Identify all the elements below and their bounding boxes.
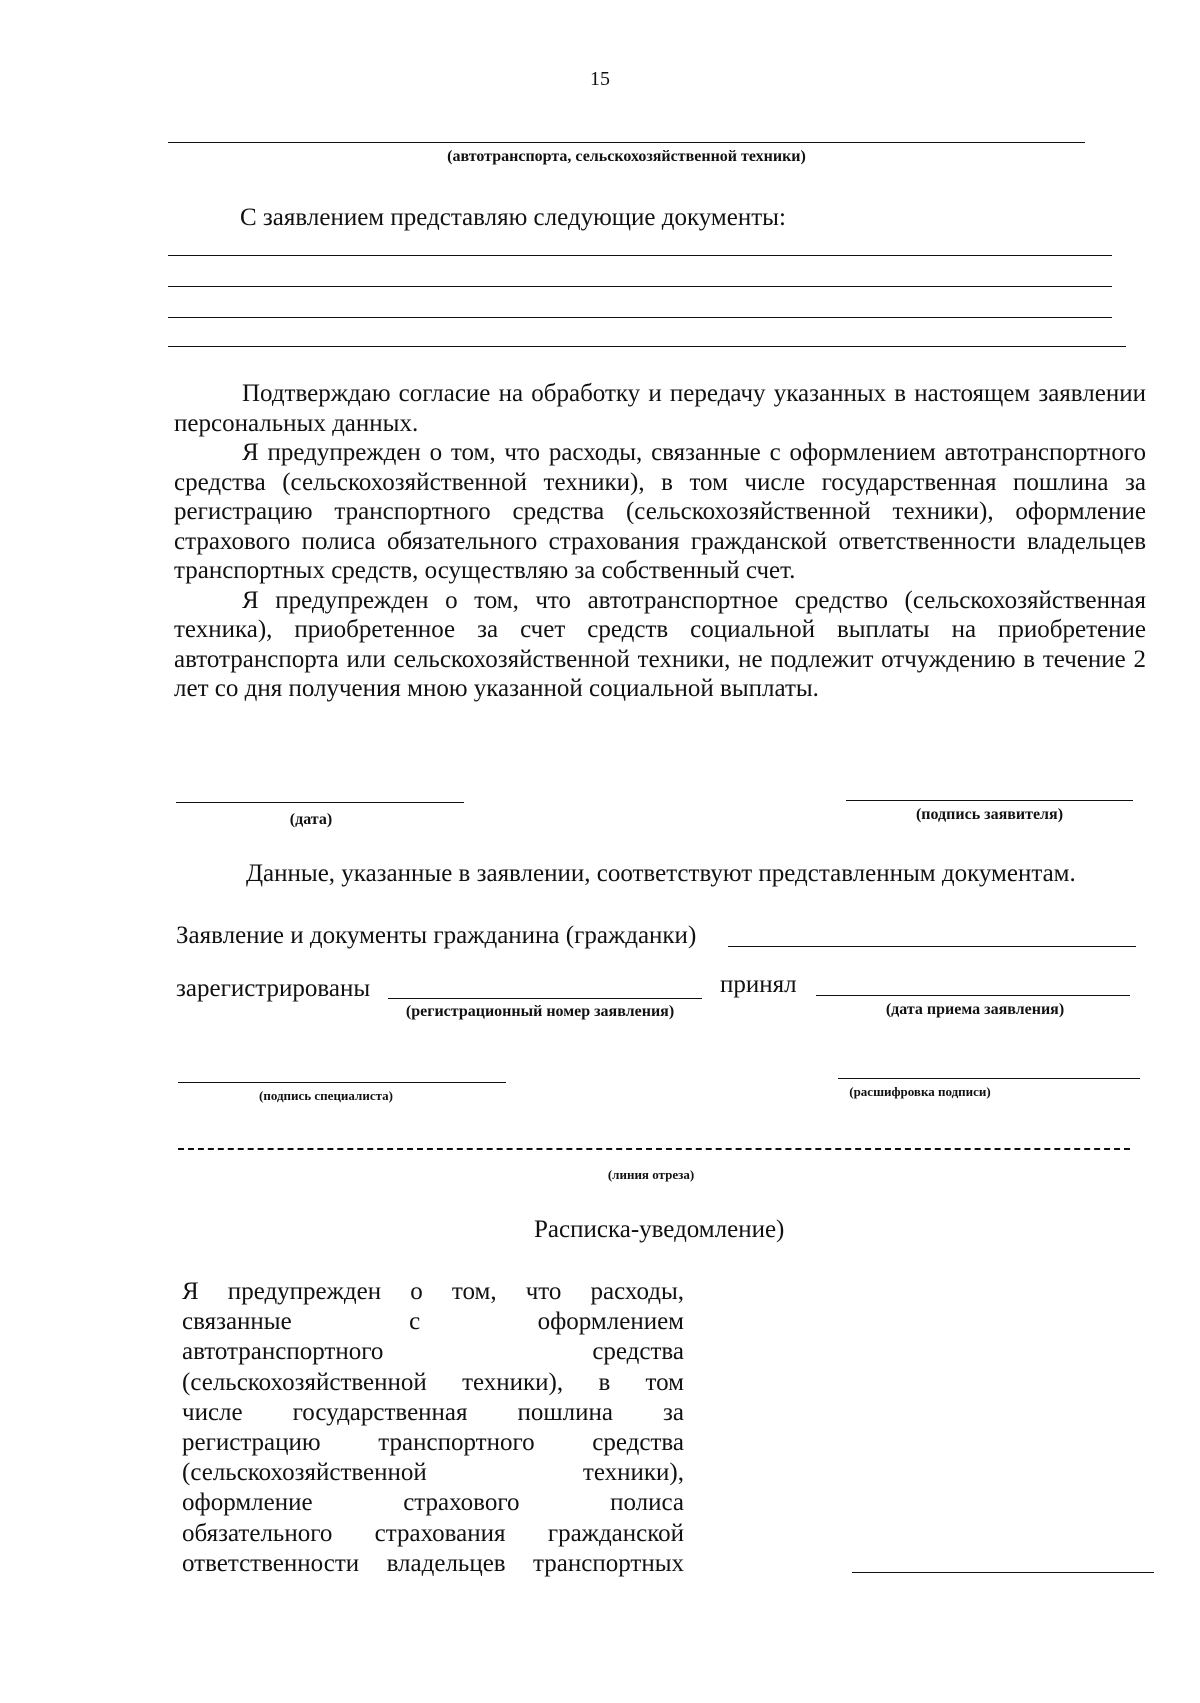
document-blank-line — [168, 346, 1126, 347]
cut-line-caption: (линия отреза) — [607, 1167, 695, 1182]
specialist-signature-line — [178, 1082, 506, 1083]
applicant-signature-caption: (подпись заявителя) — [915, 806, 1064, 823]
cut-line — [178, 1148, 1130, 1150]
receipt-signature-line — [852, 1572, 1154, 1573]
notice-line: (сельскохозяйственной техники), в том — [182, 1368, 684, 1396]
document-blank-line — [168, 286, 1112, 287]
documents-heading: С заявлением представляю следующие документы: — [240, 204, 786, 231]
notice-line: Я предупрежден о том, что расходы, — [182, 1278, 684, 1305]
date-blank-line — [176, 802, 464, 803]
applicant-signature-line — [846, 800, 1133, 801]
citizen-documents-label: Заявление и документы гражданина (гражданки) — [176, 922, 697, 949]
receipt-date-line — [816, 995, 1130, 996]
consent-block — [174, 379, 1146, 704]
accepted-label: принял — [720, 971, 797, 998]
notice-line: оформление страхового полиса — [182, 1489, 684, 1517]
reg-number-caption: (регистрационный номер заявления) — [405, 1003, 675, 1020]
receipt-notice — [182, 1277, 684, 1579]
vehicle-caption: (автотранспорта, сельскохозяйственной техники) — [447, 148, 806, 165]
notice-line: связанные с оформлением — [182, 1308, 684, 1336]
document-blank-line — [168, 255, 1112, 256]
notice-line: числе государственная пошлина за — [182, 1398, 684, 1426]
expenses-paragraph: Я предупрежден о том, что расходы, связанные с оформлением автотранспортного средства (сельскохозяйственной техники), в том числе государственная пошлина за регистрацию транспортного средства (сельскохозяйственной техники), оформление страхового полиса обязательного страхования гражданской ответственности владельцев транспортных средств, осуществляю за собственный счет. — [174, 439, 1146, 584]
date-caption: (дата) — [289, 811, 333, 828]
notice-line: автотранспортного средства — [182, 1338, 684, 1366]
document-blank-line — [168, 317, 1112, 318]
receipt-date-caption: (дата приема заявления) — [885, 1001, 1065, 1018]
citizen-name-line — [728, 946, 1136, 947]
notice-line: (сельскохозяйственной техники), — [182, 1459, 684, 1487]
notice-line: регистрацию транспортного средства — [182, 1429, 684, 1457]
signature-decoding-line — [838, 1078, 1140, 1079]
verification-statement: Данные, указанные в заявлении, соответствуют представленным документам. — [246, 860, 1076, 887]
registered-label: зарегистрированы — [176, 975, 371, 1002]
page-number: 15 — [590, 68, 610, 90]
reg-number-line — [388, 998, 702, 999]
consent-paragraph: Подтверждаю согласие на обработку и передачу указанных в настоящем заявлении персональных данных. — [174, 380, 1146, 437]
alienation-paragraph: Я предупрежден о том, что автотранспортное средство (сельскохозяйственная техника), приобретенное за счет средств социальной выплаты на приобретение автотранспорта или сельскохозяйственной техники, не подлежит отчуждению в течение 2 лет со дня получения мною указанной социальной выплаты. — [174, 586, 1146, 702]
receipt-title: Расписка-уведомление) — [534, 1216, 785, 1243]
signature-decoding-caption: (расшифровка подписи) — [849, 1084, 991, 1099]
specialist-signature-caption: (подпись специалиста) — [259, 1088, 393, 1103]
notice-line: ответственности владельцев транспортных — [182, 1549, 684, 1577]
notice-line: обязательного страхования гражданской — [182, 1519, 684, 1547]
vehicle-blank-line — [168, 142, 1085, 143]
